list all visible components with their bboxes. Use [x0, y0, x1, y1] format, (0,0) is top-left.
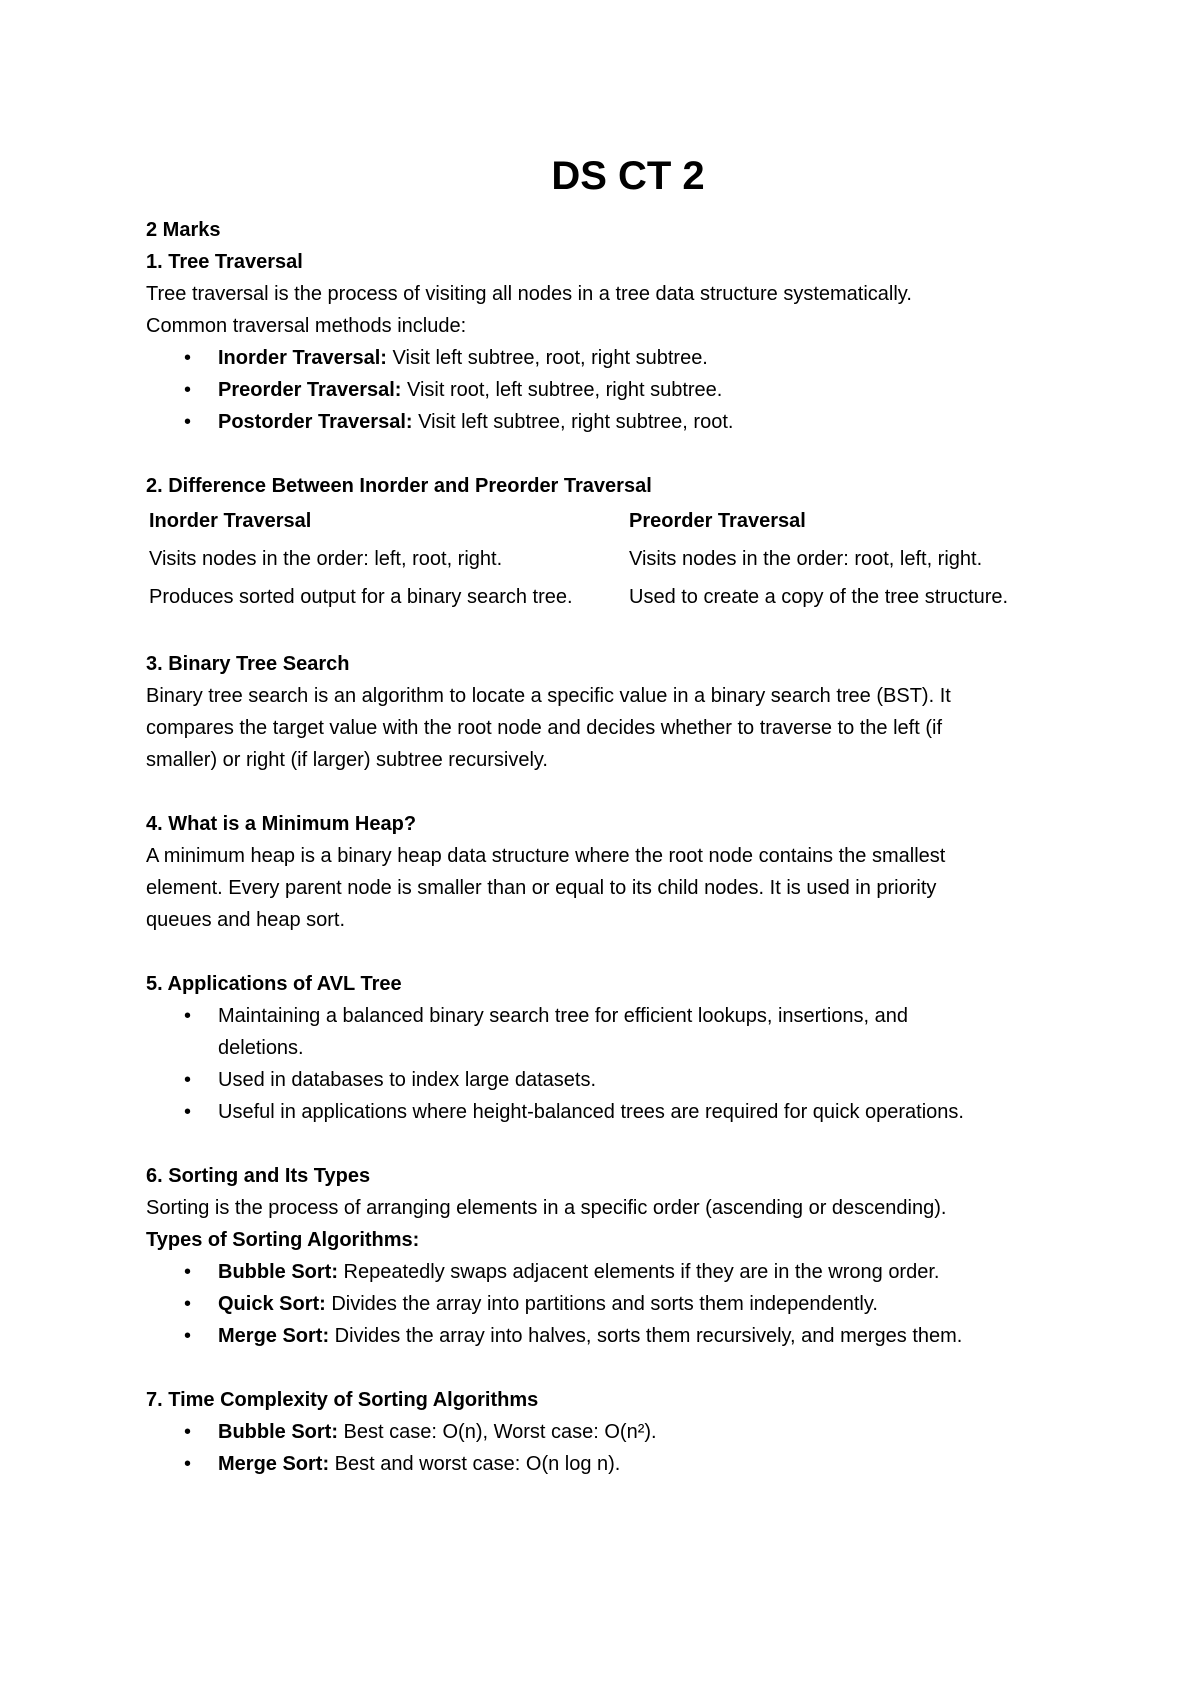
- section-3-line: Binary tree search is an algorithm to locate a specific value in a binary search tree (BST). It: [146, 685, 951, 707]
- list-item-term: Postorder Traversal:: [218, 411, 413, 433]
- table-cell: Visits nodes in the order: root, left, right.: [629, 548, 983, 570]
- list-item: [218, 1448, 1080, 1480]
- list-item: [218, 1256, 1080, 1288]
- comparison-table: [149, 502, 1008, 616]
- section-4-line: queues and heap sort.: [146, 909, 346, 931]
- marks-label: 2 Marks: [146, 219, 221, 241]
- time-complexity-list: [146, 1416, 1080, 1480]
- page-title: DS CT 2: [551, 154, 705, 198]
- section-3-heading: 3. Binary Tree Search: [146, 653, 350, 675]
- list-item-text: Divides the array into partitions and sorts them independently.: [325, 1293, 878, 1315]
- list-item-term: Quick Sort:: [218, 1293, 326, 1315]
- list-item-term: Inorder Traversal:: [218, 347, 387, 369]
- section-4-line: element. Every parent node is smaller than or equal to its child nodes. It is used in priority: [146, 877, 937, 899]
- table-header-preorder: Preorder Traversal: [629, 510, 806, 532]
- list-item: • Useful in applications where height-balanced trees are required for quick operations.: [218, 1096, 1080, 1128]
- sorting-types-label: Types of Sorting Algorithms:: [146, 1229, 420, 1251]
- table-cell: Used to create a copy of the tree structure.: [629, 586, 1009, 608]
- list-item-text: Visit left subtree, root, right subtree.: [386, 347, 708, 369]
- section-1-heading: 1. Tree Traversal: [146, 251, 303, 273]
- list-item: [218, 406, 1080, 438]
- section-1-paragraph: Tree traversal is the process of visiting all nodes in a tree data structure systematically.: [146, 283, 912, 305]
- section-6-heading: 6. Sorting and Its Types: [146, 1165, 371, 1187]
- traversal-list: [146, 342, 1080, 438]
- sorting-types-list: [146, 1256, 1080, 1352]
- section-5-heading: 5. Applications of AVL Tree: [146, 973, 402, 995]
- list-item-term: Bubble Sort:: [218, 1261, 338, 1283]
- list-item: [218, 342, 1080, 374]
- section-2-heading: 2. Difference Between Inorder and Preorder Traversal: [146, 475, 652, 497]
- list-item-text: Visit left subtree, right subtree, root.: [412, 411, 734, 433]
- avl-applications-list: [146, 1000, 1080, 1128]
- list-item-text: Best case: O(n), Worst case: O(n²).: [338, 1421, 657, 1443]
- table-row: [149, 540, 1008, 578]
- list-item-text: Repeatedly swaps adjacent elements if they are in the wrong order.: [338, 1261, 940, 1283]
- list-item: • Maintaining a balanced binary search tree for efficient lookups, insertions, and deletions.: [218, 1000, 1080, 1064]
- list-item: [218, 1320, 1080, 1352]
- list-item-text: Visit root, left subtree, right subtree.: [401, 379, 723, 401]
- list-item: [218, 1416, 1080, 1448]
- table-cell: Produces sorted output for a binary search tree.: [149, 586, 573, 608]
- table-cell: Visits nodes in the order: left, root, right.: [149, 548, 503, 570]
- table-header-row: [149, 502, 1008, 540]
- table-row: [149, 578, 1008, 616]
- list-item-term: Merge Sort:: [218, 1325, 330, 1347]
- list-item: • Used in databases to index large datasets.: [218, 1064, 1080, 1096]
- list-item-term: Bubble Sort:: [218, 1421, 338, 1443]
- section-7-heading: 7. Time Complexity of Sorting Algorithms: [146, 1389, 539, 1411]
- list-item-term: Merge Sort:: [218, 1453, 330, 1475]
- section-1-paragraph-2: Common traversal methods include:: [146, 315, 467, 337]
- section-4-heading: 4. What is a Minimum Heap?: [146, 813, 417, 835]
- table-header-inorder: Inorder Traversal: [149, 510, 312, 532]
- list-item-term: Preorder Traversal:: [218, 379, 402, 401]
- list-item-text: Best and worst case: O(n log n).: [329, 1453, 621, 1475]
- section-6-paragraph: Sorting is the process of arranging elements in a specific order (ascending or descending).: [146, 1197, 947, 1219]
- list-item-text: Divides the array into halves, sorts them recursively, and merges them.: [329, 1325, 963, 1347]
- section-4-line: A minimum heap is a binary heap data structure where the root node contains the smallest: [146, 845, 946, 867]
- list-item: [218, 1288, 1080, 1320]
- list-item: [218, 374, 1080, 406]
- section-3-line: smaller) or right (if larger) subtree recursively.: [146, 749, 548, 771]
- section-3-line: compares the target value with the root node and decides whether to traverse to the left (if: [146, 717, 943, 739]
